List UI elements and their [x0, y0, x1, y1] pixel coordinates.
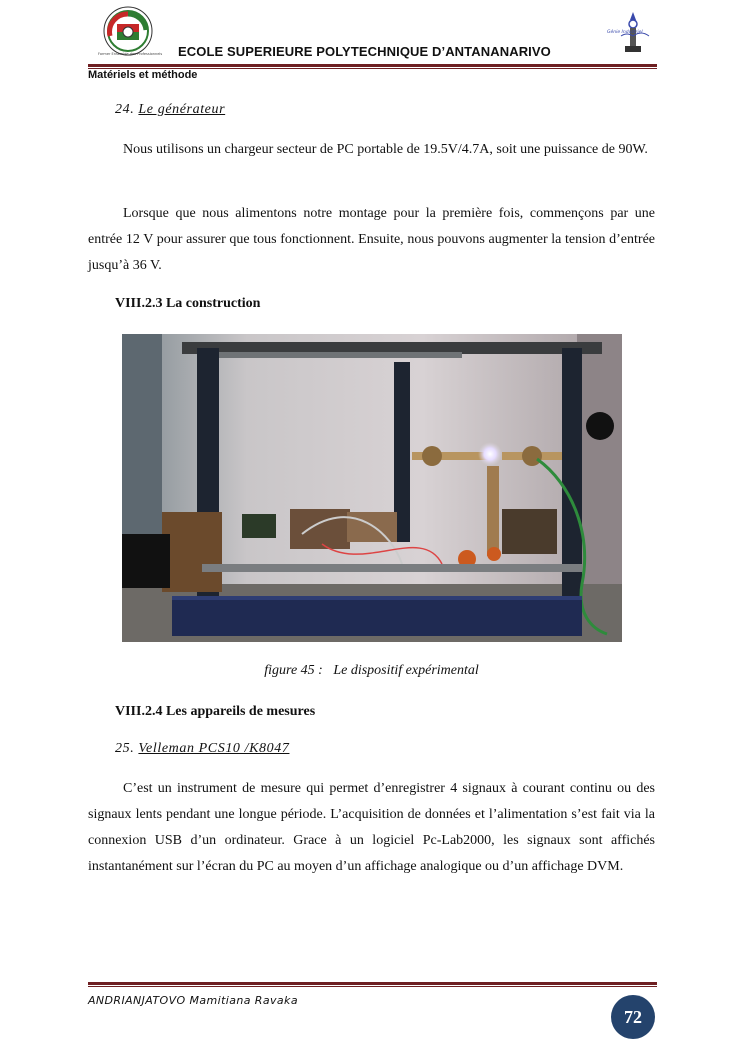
figure-title: Le dispositif expérimental	[333, 663, 479, 678]
subheading-title: Velleman PCS10 /K8047	[138, 741, 290, 756]
figure-label: figure 45 :	[264, 663, 323, 678]
footer-rule-thin	[88, 986, 657, 987]
paragraph-charger: Nous utilisons un chargeur secteur de PC portable de 19.5V/4.7A, soit une puissance de 90W.	[123, 142, 648, 157]
logo-motto: Former Ensemble des Professionnels	[98, 52, 163, 56]
paragraph-power-up: Lorsque que nous alimentons notre montage pour la première fois, commençons par une entrée 12 V pour assurer que tous fonctionnent. Ensuite, nous pouvons augmenter la tension d’entrée jusqu’à 36 V.	[88, 206, 655, 273]
header-rule	[88, 64, 657, 67]
subheading-title: Le générateur	[138, 102, 226, 117]
department-logo	[603, 8, 655, 60]
subheading-number: 24.	[115, 102, 135, 117]
school-logo	[98, 6, 163, 60]
figure-caption	[88, 663, 655, 679]
page-number: 72	[611, 995, 655, 1039]
school-title: ECOLE SUPERIEURE POLYTECHNIQUE D’ANTANANARIVO	[178, 44, 551, 59]
section-label: Matériels et méthode	[88, 69, 198, 81]
author-name: ANDRIANJATOVO Mamitiana Ravaka	[88, 994, 298, 1007]
heading-measuring-devices: VIII.2.4 Les appareils de mesures	[115, 704, 316, 719]
department-logo-text: Génie Industriel	[607, 30, 643, 35]
subheading-velleman	[115, 741, 289, 757]
subheading-generator	[115, 102, 225, 118]
subheading-number: 25.	[115, 741, 135, 756]
heading-construction: VIII.2.3 La construction	[115, 296, 261, 311]
paragraph-velleman: C’est un instrument de mesure qui permet d’enregistrer 4 signaux à courant continu ou des signaux lents pendant une longue période. L’acquisition de données et l’alimentation s’est fait via la connexion USB d’un ordinateur. Grace à un logiciel Pc-Lab2000, les signaux sont affichés instantanément sur l’écran du PC au moyen d’un affichage analogique ou d’un affichage DVM.	[88, 781, 655, 874]
experimental-setup-photo	[122, 334, 622, 642]
footer-rule	[88, 982, 657, 985]
